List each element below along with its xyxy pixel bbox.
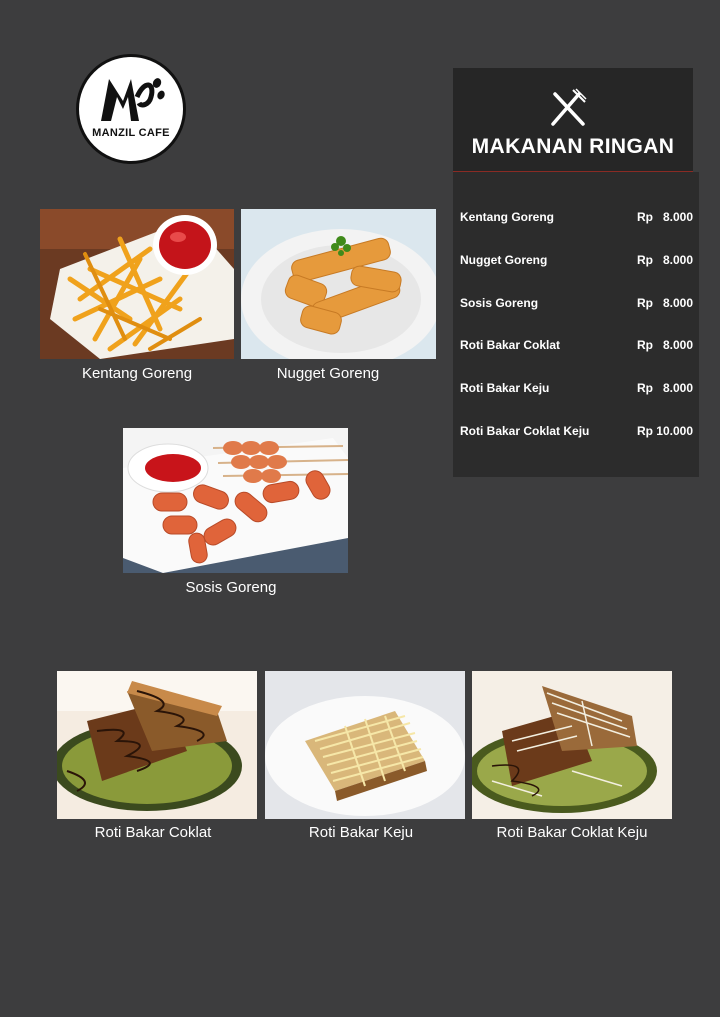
- menu-panel: [453, 68, 693, 477]
- menu-item-price: Rp 8.000: [636, 296, 693, 310]
- photo-caption: Nugget Goreng: [276, 365, 380, 382]
- menu-title: MAKANAN RINGAN: [471, 135, 675, 158]
- photo-nugget-goreng: [241, 209, 436, 359]
- menu-header: [453, 68, 693, 172]
- photo-caption: Roti Bakar Coklat Keju: [496, 824, 648, 841]
- menu-item: [460, 210, 693, 230]
- photo-kentang-goreng: [40, 209, 234, 359]
- photo-caption: Roti Bakar Keju: [308, 824, 414, 841]
- cafe-logo: [76, 54, 186, 164]
- logo-text: MANZIL CAFE: [92, 127, 170, 139]
- photo-caption: Kentang Goreng: [81, 365, 193, 382]
- menu-item-price: Rp 8.000: [636, 338, 693, 352]
- photo-caption: Roti Bakar Coklat: [94, 824, 212, 841]
- menu-item: [460, 381, 693, 401]
- menu-item-price: Rp 8.000: [636, 381, 693, 395]
- menu-item-name: Roti Bakar Keju: [460, 381, 550, 395]
- menu-item-name: Sosis Goreng: [460, 296, 539, 310]
- menu-item: [460, 253, 693, 273]
- menu-item: [460, 296, 693, 316]
- menu-item-price: Rp 8.000: [636, 210, 693, 224]
- photo-sosis-goreng: [123, 428, 348, 573]
- menu-item: [460, 424, 693, 444]
- photo-roti-bakar-coklat: [57, 671, 257, 819]
- menu-item-name: Roti Bakar Coklat: [460, 338, 561, 352]
- photo-roti-bakar-keju: [265, 671, 465, 819]
- logo-m-emblem-icon: [79, 57, 183, 161]
- photo-roti-bakar-coklat-keju: [472, 671, 672, 819]
- menu-item-name: Kentang Goreng: [460, 210, 555, 224]
- fork-knife-icon: [549, 88, 589, 128]
- photo-caption: Sosis Goreng: [185, 579, 277, 596]
- menu-item-price: Rp 10.000: [636, 424, 693, 438]
- menu-list: [453, 172, 699, 477]
- menu-item-name: Roti Bakar Coklat Keju: [460, 424, 590, 438]
- menu-item-price: Rp 8.000: [636, 253, 693, 267]
- menu-item-name: Nugget Goreng: [460, 253, 548, 267]
- menu-item: [460, 338, 693, 358]
